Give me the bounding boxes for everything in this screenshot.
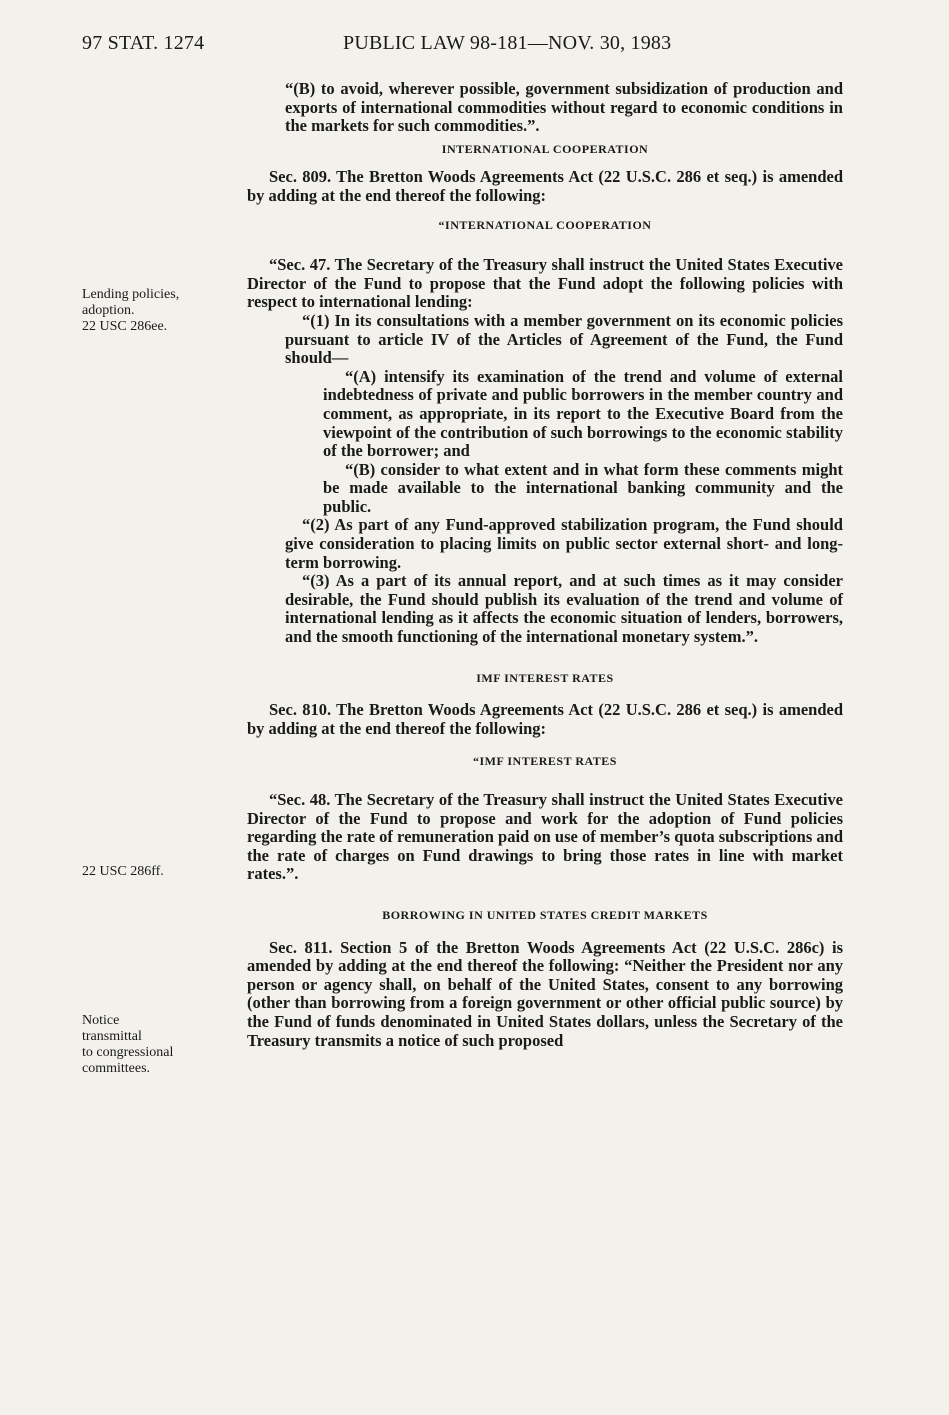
heading-imf-interest-rates-quoted: “IMF INTEREST RATES [473, 754, 617, 769]
paragraph-1a-intensify: “(A) intensify its examination of the trend and volume of external indebtedness of private and public borrowers in the member country and comment, as appropriate, in its report to the Executive Board from the viewpoint of the contribution of such borrowings to the economic stability of the borrower; and [323, 366, 843, 461]
margin-note-line: committees. [82, 1061, 151, 1076]
section-810: Sec. 810. The Bretton Woods Agreements Act (22 U.S.C. 286 et seq.) is amended by adding at the end thereof the following: [247, 700, 843, 738]
section-811: Sec. 811. Section 5 of the Bretton Woods Agreements Act (22 U.S.C. 286c) is amended by adding at the end thereof the following: “Neither the President nor any person or agency shall, on behalf of the United States, consent to any borrowing (other than borrowing from a foreign government or other official public source) by the Fund of funds denominated in United States dollars, unless the Secretary of the Treasury transmits a notice of such proposed [247, 937, 843, 1050]
section-48: “Sec. 48. The Secretary of the Treasury shall instruct the United States Executive Director of the Fund to propose and work for the adoption of Fund policies regarding the rate of remuneration paid on use of member’s quota subscriptions and the rate of charges on Fund drawings to bring those rates in line with market rates.”. [247, 790, 843, 884]
heading-imf-interest-rates: IMF INTEREST RATES [476, 670, 614, 685]
margin-note-line: 22 USC 286ff. [82, 864, 164, 879]
section-47: “Sec. 47. The Secretary of the Treasury shall instruct the United States Executive Director of the Fund to propose that the Fund adopt the following policies with respect to international lending: [247, 255, 843, 312]
paragraph-1b-consider: “(B) consider to what extent and in what form these comments might be made available to the international banking community and the public. [323, 459, 843, 516]
stat-reference: 97 STAT. 1274 [82, 32, 205, 54]
paragraph-1-consultations: “(1) In its consultations with a member government on its economic policies pursuant to article IV of the Articles of Agreement of the Fund, the Fund should— [285, 310, 843, 368]
heading-international-cooperation-quoted: “INTERNATIONAL COOPERATION [438, 217, 652, 232]
margin-note-lending-policies [82, 287, 222, 335]
margin-note-line: adoption. [82, 303, 135, 318]
heading-international-cooperation: INTERNATIONAL COOPERATION [441, 141, 649, 156]
paragraph-2-stabilization: “(2) As part of any Fund-approved stabilization program, the Fund should give consideration to placing limits on public sector external short- and long-term borrowing. [285, 515, 843, 572]
heading-borrowing-us-credit-markets: BORROWING IN UNITED STATES CREDIT MARKETS [382, 907, 708, 922]
section-809: Sec. 809. The Bretton Woods Agreements Act (22 U.S.C. 286 et seq.) is amended by adding at the end thereof the following: [247, 167, 843, 205]
margin-note-line: transmittal [82, 1029, 142, 1044]
margin-note-line: 22 USC 286ee. [82, 319, 168, 334]
statute-text [247, 80, 843, 1050]
margin-note-line: Lending policies, [82, 287, 180, 302]
margin-note-line: Notice [82, 1013, 120, 1028]
paragraph-3-annual-report: “(3) As a part of its annual report, and at such times as it may consider desirable, the Fund should publish its evaluation of the trend and volume of international lending as it affects the economic situation of lenders, borrowers, and the smooth functioning of the international monetary system.”. [285, 571, 843, 647]
margin-note-line: to congressional [82, 1045, 174, 1060]
margin-note-notice-transmittal [82, 1013, 222, 1077]
public-law-reference: PUBLIC LAW 98-181—NOV. 30, 1983 [343, 32, 672, 54]
paragraph-b-avoid-subsidization: “(B) to avoid, wherever possible, government subsidization of production and exports of international commodities without regard to economic conditions in the markets for such commodities.”. [285, 79, 843, 136]
margin-note-usc-286ff [82, 864, 222, 880]
